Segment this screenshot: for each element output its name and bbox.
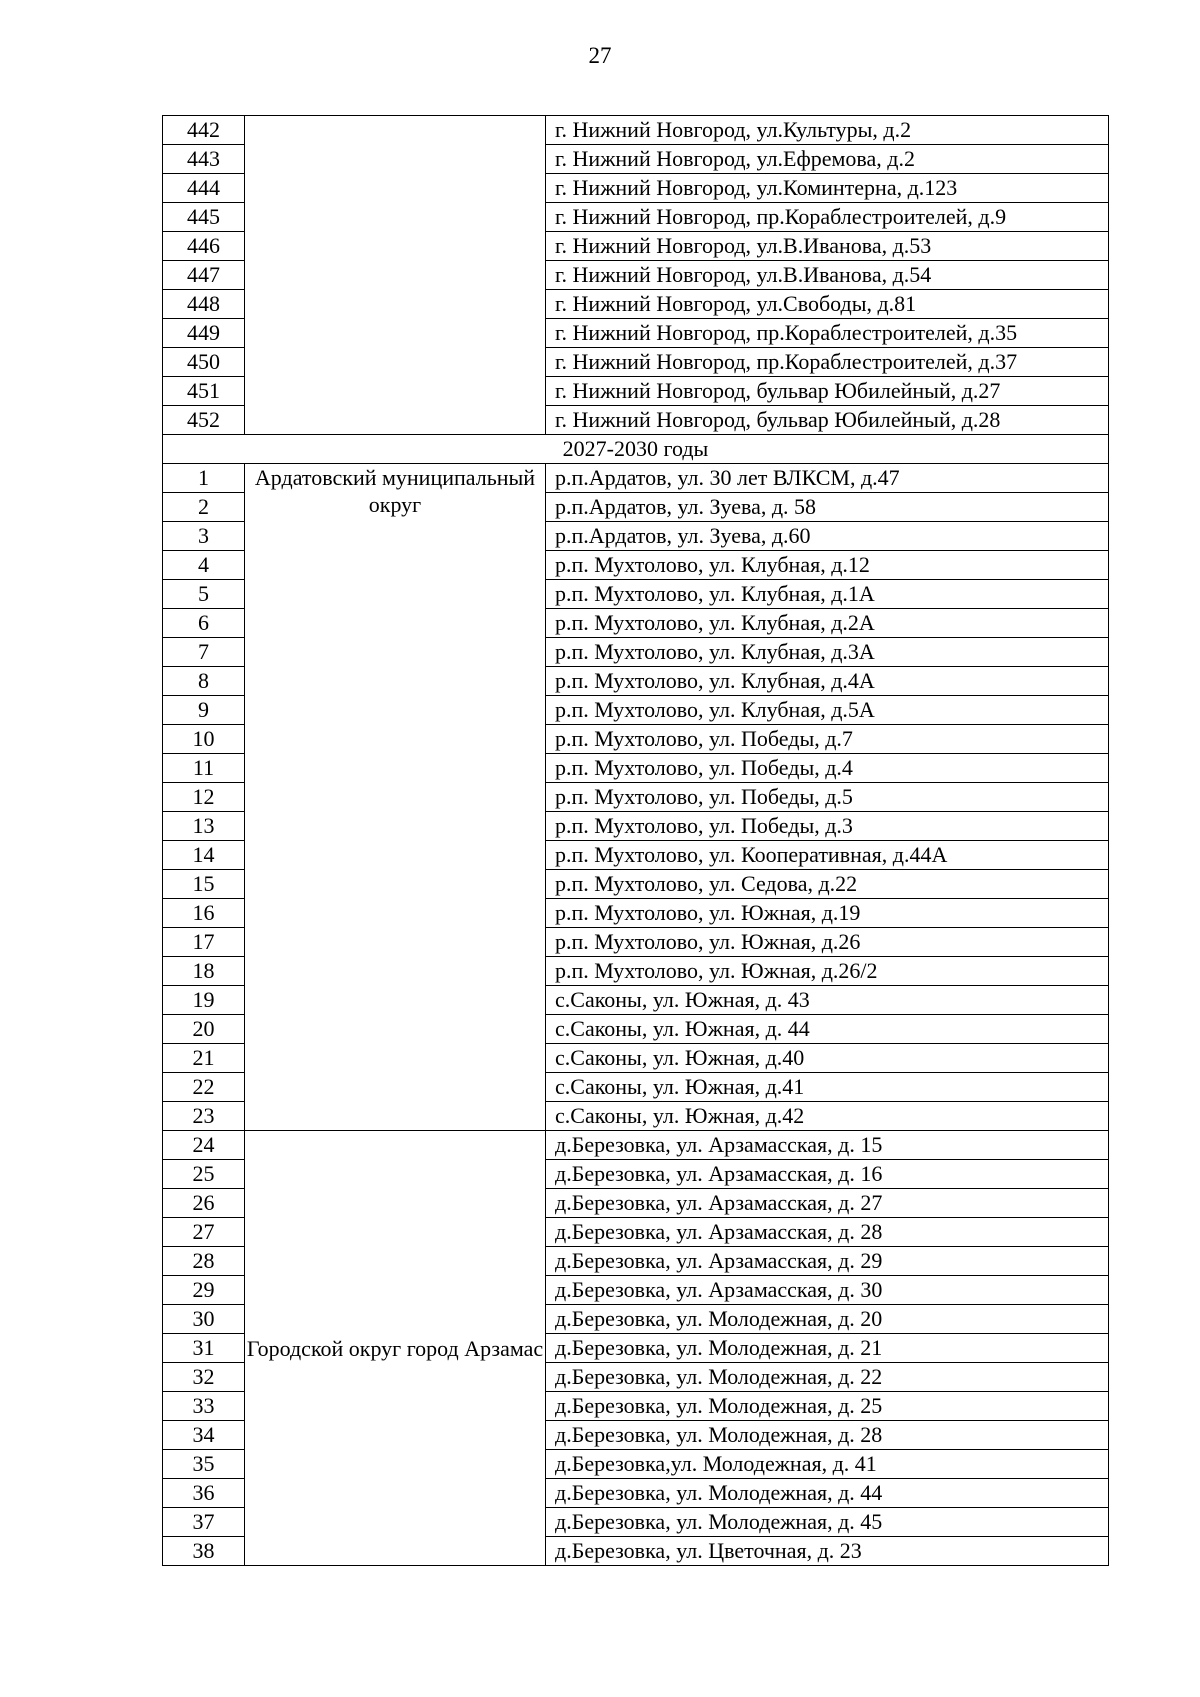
- address-cell: д.Березовка, ул. Молодежная, д. 20: [546, 1305, 1109, 1334]
- address-cell: р.п. Мухтолово, ул. Победы, д.7: [546, 725, 1109, 754]
- address-cell: р.п. Мухтолово, ул. Южная, д.19: [546, 899, 1109, 928]
- row-number: 448: [163, 290, 245, 319]
- address-cell: с.Саконы, ул. Южная, д. 44: [546, 1015, 1109, 1044]
- row-number: 36: [163, 1479, 245, 1508]
- address-cell: д.Березовка, ул. Молодежная, д. 21: [546, 1334, 1109, 1363]
- address-cell: р.п.Ардатов, ул. Зуева, д.60: [546, 522, 1109, 551]
- address-cell: р.п. Мухтолово, ул. Победы, д.5: [546, 783, 1109, 812]
- address-cell: р.п. Мухтолово, ул. Клубная, д.3А: [546, 638, 1109, 667]
- row-number: 8: [163, 667, 245, 696]
- row-number: 445: [163, 203, 245, 232]
- page-number: 27: [588, 43, 612, 68]
- row-number: 32: [163, 1363, 245, 1392]
- address-cell: г. Нижний Новгород, ул.Ефремова, д.2: [546, 145, 1109, 174]
- address-cell: г. Нижний Новгород, ул.В.Иванова, д.53: [546, 232, 1109, 261]
- address-cell: д.Березовка, ул. Арзамасская, д. 29: [546, 1247, 1109, 1276]
- row-number: 451: [163, 377, 245, 406]
- row-number: 444: [163, 174, 245, 203]
- address-cell: р.п. Мухтолово, ул. Клубная, д.1А: [546, 580, 1109, 609]
- address-cell: р.п. Мухтолово, ул. Победы, д.4: [546, 754, 1109, 783]
- address-cell: д.Березовка, ул. Молодежная, д. 22: [546, 1363, 1109, 1392]
- address-cell: с.Саконы, ул. Южная, д.41: [546, 1073, 1109, 1102]
- address-cell: р.п. Мухтолово, ул. Клубная, д.12: [546, 551, 1109, 580]
- row-number: 34: [163, 1421, 245, 1450]
- row-number: 13: [163, 812, 245, 841]
- table-row: [163, 1131, 1109, 1160]
- address-cell: д.Березовка, ул. Арзамасская, д. 15: [546, 1131, 1109, 1160]
- row-number: 1: [163, 464, 245, 493]
- row-number: 22: [163, 1073, 245, 1102]
- address-cell: д.Березовка, ул. Арзамасская, д. 27: [546, 1189, 1109, 1218]
- address-cell: р.п. Мухтолово, ул. Кооперативная, д.44А: [546, 841, 1109, 870]
- address-cell: д.Березовка, ул. Арзамасская, д. 30: [546, 1276, 1109, 1305]
- row-number: 11: [163, 754, 245, 783]
- row-number: 443: [163, 145, 245, 174]
- address-cell: д.Березовка, ул. Цветочная, д. 23: [546, 1537, 1109, 1566]
- address-cell: г. Нижний Новгород, пр.Кораблестроителей, д.35: [546, 319, 1109, 348]
- address-cell: р.п. Мухтолово, ул. Клубная, д.4А: [546, 667, 1109, 696]
- address-table: [162, 115, 1109, 1566]
- row-number: 25: [163, 1160, 245, 1189]
- table-row: [163, 464, 1109, 493]
- row-number: 18: [163, 957, 245, 986]
- row-number: 35: [163, 1450, 245, 1479]
- address-cell: р.п. Мухтолово, ул. Южная, д.26: [546, 928, 1109, 957]
- row-number: 24: [163, 1131, 245, 1160]
- row-number: 450: [163, 348, 245, 377]
- row-number: 29: [163, 1276, 245, 1305]
- row-number: 6: [163, 609, 245, 638]
- row-number: 26: [163, 1189, 245, 1218]
- address-cell: р.п. Мухтолово, ул. Победы, д.3: [546, 812, 1109, 841]
- row-number: 7: [163, 638, 245, 667]
- row-number: 23: [163, 1102, 245, 1131]
- row-number: 446: [163, 232, 245, 261]
- row-number: 14: [163, 841, 245, 870]
- address-cell: г. Нижний Новгород, ул.В.Иванова, д.54: [546, 261, 1109, 290]
- address-cell: д.Березовка, ул. Молодежная, д. 44: [546, 1479, 1109, 1508]
- address-cell: г. Нижний Новгород, ул.Свободы, д.81: [546, 290, 1109, 319]
- address-cell: р.п. Мухтолово, ул. Клубная, д.5А: [546, 696, 1109, 725]
- address-cell: д.Березовка, ул. Арзамасская, д. 28: [546, 1218, 1109, 1247]
- row-number: 4: [163, 551, 245, 580]
- address-cell: д.Березовка, ул. Молодежная, д. 25: [546, 1392, 1109, 1421]
- address-cell: д.Березовка,ул. Молодежная, д. 41: [546, 1450, 1109, 1479]
- address-cell: р.п. Мухтолово, ул. Клубная, д.2А: [546, 609, 1109, 638]
- row-number: 33: [163, 1392, 245, 1421]
- row-number: 21: [163, 1044, 245, 1073]
- address-cell: г. Нижний Новгород, бульвар Юбилейный, д.27: [546, 377, 1109, 406]
- district-cell: Ардатовский муниципальный округ: [245, 464, 546, 1131]
- address-cell: с.Саконы, ул. Южная, д. 43: [546, 986, 1109, 1015]
- section-heading-row: [163, 435, 1109, 464]
- address-cell: г. Нижний Новгород, бульвар Юбилейный, д.28: [546, 406, 1109, 435]
- district-cell: Городской округ город Арзамас: [245, 1131, 546, 1566]
- section-heading: 2027-2030 годы: [163, 435, 1109, 464]
- row-number: 20: [163, 1015, 245, 1044]
- row-number: 15: [163, 870, 245, 899]
- address-cell: д.Березовка, ул. Арзамасская, д. 16: [546, 1160, 1109, 1189]
- row-number: 28: [163, 1247, 245, 1276]
- address-cell: г. Нижний Новгород, ул.Коминтерна, д.123: [546, 174, 1109, 203]
- address-cell: г. Нижний Новгород, ул.Культуры, д.2: [546, 116, 1109, 145]
- address-cell: д.Березовка, ул. Молодежная, д. 28: [546, 1421, 1109, 1450]
- address-cell: р.п.Ардатов, ул. Зуева, д. 58: [546, 493, 1109, 522]
- address-cell: д.Березовка, ул. Молодежная, д. 45: [546, 1508, 1109, 1537]
- row-number: 31: [163, 1334, 245, 1363]
- address-cell: с.Саконы, ул. Южная, д.42: [546, 1102, 1109, 1131]
- address-table-body: [163, 116, 1109, 1566]
- address-cell: г. Нижний Новгород, пр.Кораблестроителей, д.9: [546, 203, 1109, 232]
- row-number: 17: [163, 928, 245, 957]
- district-cell: [245, 116, 546, 435]
- table-row: [163, 116, 1109, 145]
- row-number: 30: [163, 1305, 245, 1334]
- row-number: 12: [163, 783, 245, 812]
- row-number: 2: [163, 493, 245, 522]
- row-number: 3: [163, 522, 245, 551]
- row-number: 16: [163, 899, 245, 928]
- row-number: 442: [163, 116, 245, 145]
- row-number: 452: [163, 406, 245, 435]
- row-number: 37: [163, 1508, 245, 1537]
- row-number: 447: [163, 261, 245, 290]
- row-number: 27: [163, 1218, 245, 1247]
- address-cell: с.Саконы, ул. Южная, д.40: [546, 1044, 1109, 1073]
- row-number: 5: [163, 580, 245, 609]
- address-cell: г. Нижний Новгород, пр.Кораблестроителей, д.37: [546, 348, 1109, 377]
- row-number: 449: [163, 319, 245, 348]
- address-cell: р.п. Мухтолово, ул. Седова, д.22: [546, 870, 1109, 899]
- row-number: 19: [163, 986, 245, 1015]
- row-number: 9: [163, 696, 245, 725]
- address-cell: р.п.Ардатов, ул. 30 лет ВЛКСМ, д.47: [546, 464, 1109, 493]
- row-number: 38: [163, 1537, 245, 1566]
- row-number: 10: [163, 725, 245, 754]
- address-cell: р.п. Мухтолово, ул. Южная, д.26/2: [546, 957, 1109, 986]
